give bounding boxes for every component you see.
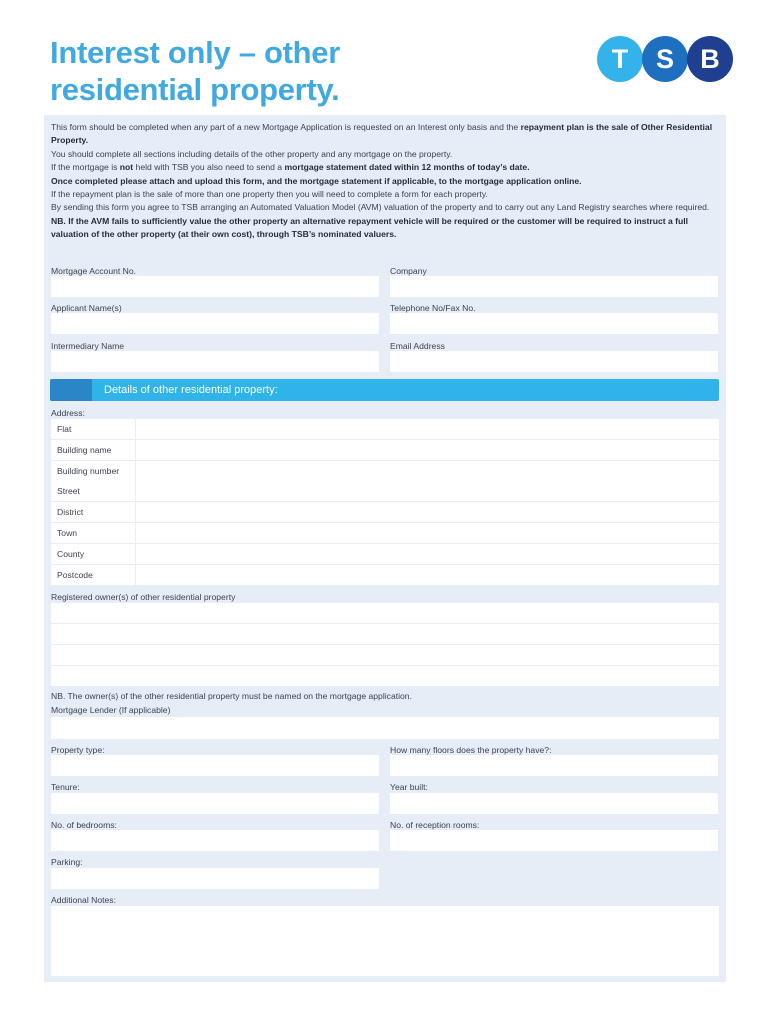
owner-field[interactable] bbox=[51, 603, 719, 623]
property-type-field[interactable] bbox=[51, 755, 379, 776]
telephone-label: Telephone No/Fax No. bbox=[390, 303, 476, 313]
address-row[interactable] bbox=[51, 440, 719, 461]
address-row-label: Flat bbox=[57, 424, 72, 434]
floors-field[interactable] bbox=[390, 755, 718, 776]
address-row-label: County bbox=[57, 548, 85, 559]
year-built-label: Year built: bbox=[390, 782, 428, 792]
mortgage-account-field[interactable] bbox=[51, 276, 379, 297]
company-label: Company bbox=[390, 266, 427, 276]
intermediary-label: Intermediary Name bbox=[51, 341, 125, 351]
address-row-divider bbox=[135, 440, 136, 460]
parking-field[interactable] bbox=[51, 868, 379, 889]
tsb-logo bbox=[597, 36, 735, 82]
section-header bbox=[50, 379, 719, 401]
address-row-label: Street bbox=[57, 486, 80, 497]
reception-rooms-label: No. of reception rooms: bbox=[390, 820, 480, 830]
intro-paragraph: If the repayment plan is the sale of more than one property then you will need to complete a form for each property. bbox=[51, 189, 488, 200]
section-header-tab bbox=[50, 379, 92, 401]
address-row[interactable] bbox=[51, 502, 719, 523]
intro-paragraph: If the mortgage is not held with TSB you also need to send a mortgage statement dated within 12 months of today’s date. bbox=[51, 162, 530, 173]
intro-text bbox=[51, 121, 716, 242]
applicant-names-label: Applicant Name(s) bbox=[51, 303, 122, 313]
year-built-field[interactable] bbox=[390, 793, 718, 814]
telephone-field[interactable] bbox=[390, 313, 718, 334]
intro-paragraph: By sending this form you agree to TSB arranging an Automated Valuation Model (AVM) valuation of the property and to carry out any Land Registry searches where required. bbox=[51, 202, 710, 213]
address-row-divider bbox=[135, 565, 136, 585]
floors-label: How many floors does the property have?: bbox=[390, 745, 552, 755]
page-title bbox=[50, 34, 340, 108]
logo-letter-t: T bbox=[597, 36, 643, 82]
address-row-divider bbox=[135, 461, 136, 481]
address-row-label: Town bbox=[57, 528, 78, 538]
address-row[interactable] bbox=[51, 544, 719, 565]
intro-paragraph: You should complete all sections including details of the other property and any mortgage on the property. bbox=[51, 148, 453, 159]
intro-paragraph: This form should be completed when any part of a new Mortgage Application is requested on an Interest only basis and the repayment plan is the sale of Other Residential Property. bbox=[51, 122, 713, 146]
additional-notes-label: Additional Notes: bbox=[51, 895, 116, 905]
address-row-label: Building name bbox=[57, 444, 112, 455]
owner-field[interactable] bbox=[51, 666, 719, 686]
applicant-names-field[interactable] bbox=[51, 313, 379, 334]
intro-paragraph: NB. If the AVM fails to sufficiently value the other property an alternative repayment vehicle will be required or the customer will be required to instruct a full valuation of the other property (at their own cost), through TSB’s nominated valuers. bbox=[51, 215, 689, 240]
additional-notes-field[interactable] bbox=[51, 906, 719, 976]
intermediary-field[interactable] bbox=[51, 351, 379, 372]
property-type-label: Property type: bbox=[51, 745, 105, 755]
address-row-divider bbox=[135, 419, 136, 439]
tenure-label: Tenure: bbox=[51, 782, 80, 792]
section-title: Details of other residential property: bbox=[104, 384, 278, 396]
address-label: Address: bbox=[51, 408, 85, 418]
address-row[interactable] bbox=[51, 419, 719, 440]
address-row-label: District bbox=[57, 507, 84, 518]
email-field[interactable] bbox=[390, 351, 718, 372]
address-row-divider bbox=[135, 544, 136, 564]
company-field[interactable] bbox=[390, 276, 718, 297]
address-row-label: Building number bbox=[57, 465, 120, 476]
email-label: Email Address bbox=[390, 341, 445, 351]
owners-note: NB. The owner(s) of the other residential property must be named on the mortgage application. bbox=[51, 691, 412, 701]
title-line-2: residential property. bbox=[50, 72, 340, 107]
address-row-label: Postcode bbox=[57, 569, 93, 580]
bedrooms-label: No. of bedrooms: bbox=[51, 820, 117, 830]
owner-field[interactable] bbox=[51, 645, 719, 665]
address-row[interactable] bbox=[51, 481, 719, 502]
owners-label: Registered owner(s) of other residential property bbox=[51, 592, 236, 602]
title-line-1: Interest only – other bbox=[50, 35, 340, 70]
reception-rooms-field[interactable] bbox=[390, 830, 718, 851]
logo-letter-b: B bbox=[687, 36, 733, 82]
tenure-field[interactable] bbox=[51, 793, 379, 814]
mortgage-account-label: Mortgage Account No. bbox=[51, 266, 137, 276]
address-row-divider bbox=[135, 502, 136, 522]
logo-letter-s: S bbox=[642, 36, 688, 82]
address-row[interactable] bbox=[51, 461, 719, 482]
owner-field[interactable] bbox=[51, 624, 719, 644]
address-row[interactable] bbox=[51, 565, 719, 586]
parking-label: Parking: bbox=[51, 857, 83, 867]
mortgage-lender-label: Mortgage Lender (If applicable) bbox=[51, 705, 171, 715]
address-row-divider bbox=[135, 523, 136, 543]
bedrooms-field[interactable] bbox=[51, 830, 379, 851]
address-row-divider bbox=[135, 481, 136, 501]
mortgage-lender-field[interactable] bbox=[51, 717, 719, 739]
address-row[interactable] bbox=[51, 523, 719, 544]
intro-paragraph: Once completed please attach and upload this form, and the mortgage statement if applicable, to the mortgage application online. bbox=[51, 175, 582, 186]
